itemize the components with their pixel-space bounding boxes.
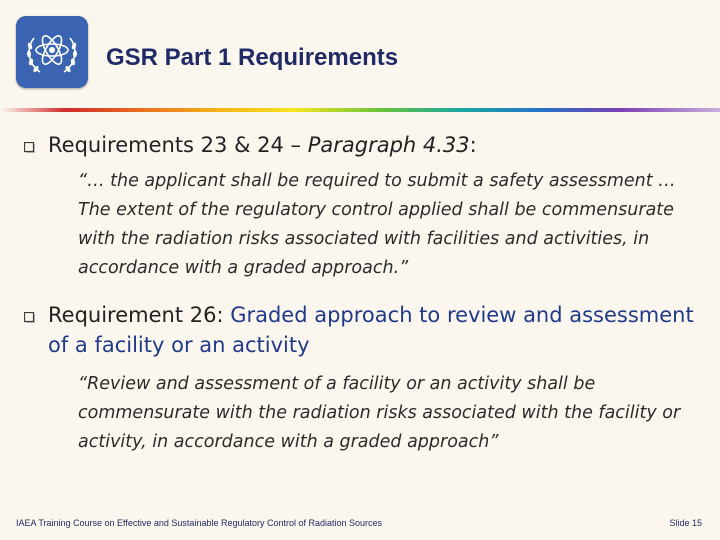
checkbox-bullet-icon (24, 139, 36, 151)
iaea-logo (16, 16, 88, 88)
footer-course-title: IAEA Training Course on Effective and Sustainable Regulatory Control of Radiation Sources (16, 518, 383, 528)
requirement-heading (48, 300, 698, 360)
checkbox-bullet-icon (24, 309, 36, 321)
requirement-heading (48, 130, 698, 160)
label-colon: : (469, 133, 477, 157)
requirement-label: Requirements 23 & 24 – (48, 133, 308, 157)
requirement-quote: “Review and assessment of a facility or an activity shall be commensurate with the radiation risks associated with the facility or activity, in accordance with a graded approach” (78, 374, 681, 452)
requirement-title: Graded approach to review and assessment of a facility or an activity (48, 303, 694, 357)
paragraph-reference: Paragraph 4.33 (307, 133, 470, 157)
slide-number: Slide 15 (669, 518, 702, 528)
requirement-quote: “… the applicant shall be required to submit a safety assessment … The extent of the regulatory control applied shall be commensurate with the radiation risks associated with facilities and activities, in accordance with a graded approach.” (78, 171, 676, 278)
atom-olive-wreath-icon (16, 16, 88, 88)
header-divider (0, 108, 720, 112)
page-title: GSR Part 1 Requirements (106, 44, 399, 71)
requirement-label: Requirement 26: (48, 303, 231, 327)
